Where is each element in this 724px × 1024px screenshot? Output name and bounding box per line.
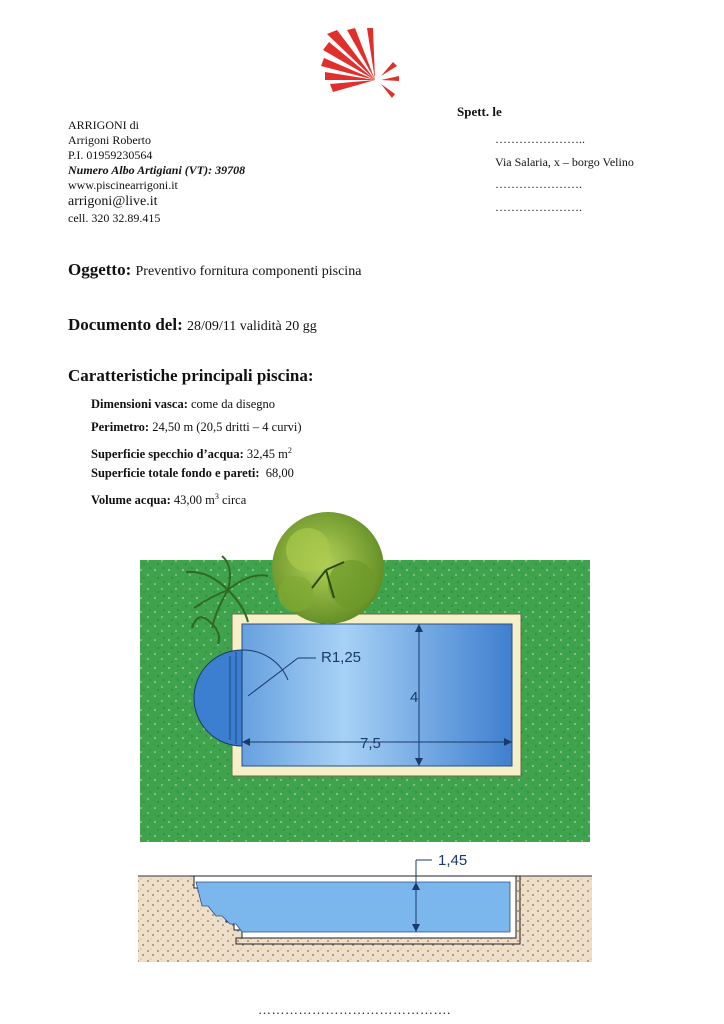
recipient-block: [457, 101, 634, 218]
document-value: 28/09/11 validità 20 gg: [186, 319, 317, 334]
sender-email[interactable]: arrigoni@live.it: [68, 194, 158, 209]
document-line: [68, 315, 317, 335]
recipient-line: ………………….: [495, 199, 582, 214]
spec-perimeter: Perimetro: 24,50 m (20,5 dritti – 4 curvi): [91, 420, 302, 434]
radius-label: R1,25: [321, 649, 362, 666]
recipient-heading: Spett. le: [457, 104, 502, 119]
recipient-address: Via Salaria, x – borgo Velino: [495, 154, 634, 169]
sender-block: [68, 118, 245, 226]
sender-vat: P.I. 01959230564: [68, 148, 153, 162]
spec-surface: Superficie specchio d’acqua: 32,45 $m^2$: [91, 446, 292, 462]
signature-line: …………………………………….: [258, 1002, 451, 1017]
sender-owner: Arrigoni Roberto: [68, 133, 151, 147]
specs-list: [91, 396, 302, 511]
sender-company: ARRIGONI di: [68, 118, 139, 132]
spec-dimensions: Dimensioni vasca: come da disegno: [91, 397, 276, 411]
document-label: Documento del:: [68, 315, 183, 334]
sender-phone: cell. 320 32.89.415: [68, 211, 161, 225]
company-logo: [315, 20, 405, 106]
subject-line: [68, 260, 361, 280]
recipient-line: …………………..: [495, 132, 585, 146]
pool-section-drawing: [136, 848, 592, 962]
sender-website[interactable]: www.piscinearrigoni.it: [68, 178, 178, 192]
depth-label: 1,45: [438, 852, 468, 869]
pool-plan-drawing: [138, 510, 590, 842]
spec-volume: Volume acqua: 43,00 $m^3$ circa: [91, 492, 247, 508]
characteristics-heading: Caratteristiche principali piscina:: [68, 366, 314, 385]
width-label: 4: [410, 689, 419, 706]
section-water: [196, 882, 510, 932]
tree-canopy: [272, 512, 384, 624]
recipient-line: ………………….: [495, 177, 582, 191]
pool-water: [206, 624, 512, 766]
length-label: 7,5: [360, 735, 381, 752]
subject-label: Oggetto:: [68, 260, 132, 279]
subject-value: Preventivo fornitura componenti piscina: [135, 264, 362, 279]
spec-total-surface: Superficie totale fondo e pareti: 68,00: [91, 466, 294, 480]
sender-register: Numero Albo Artigiani (VT): 39708: [68, 163, 246, 177]
